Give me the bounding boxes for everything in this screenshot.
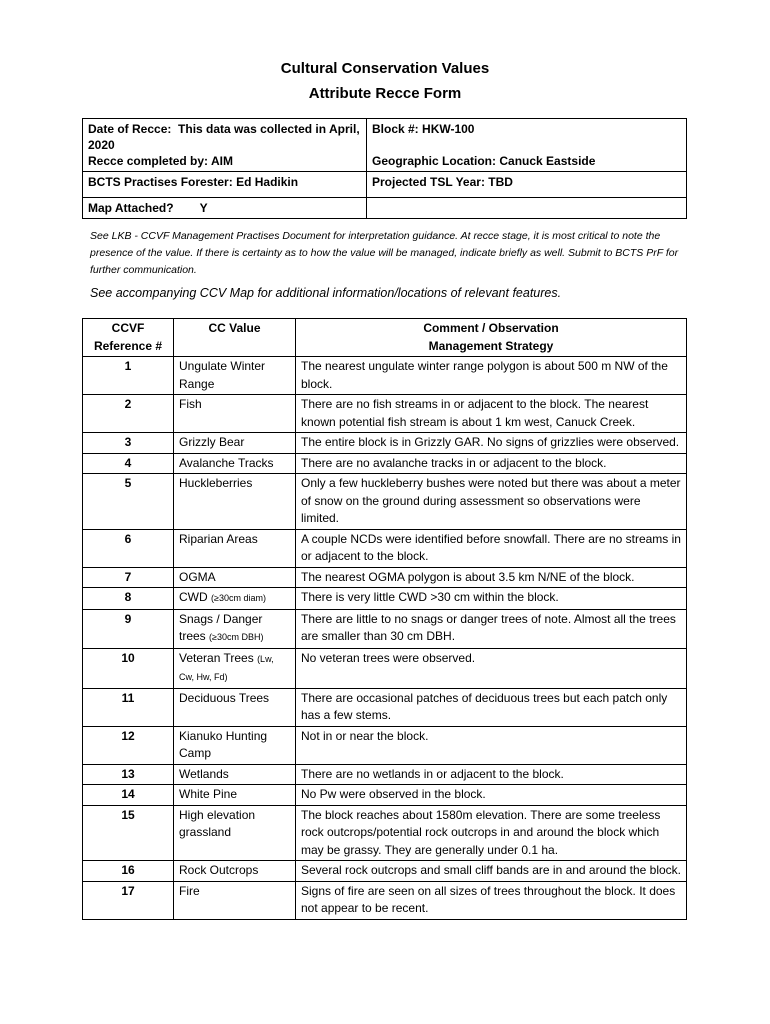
header-comment-line1: Comment / Observation [423, 321, 559, 335]
row-comment: Only a few huckleberry bushes were noted but there was about a meter of snow on the ground during assessment so observations were limited. [296, 474, 687, 530]
row-ref: 8 [83, 588, 174, 610]
row-value-note: (≥30cm diam) [211, 593, 266, 603]
map-value: Y [199, 201, 208, 215]
row-value-cell [174, 395, 296, 433]
tsl-label: Projected TSL Year: [372, 175, 485, 189]
forester-label: BCTS Practises Forester: [88, 175, 233, 189]
row-value-cell [174, 805, 296, 861]
row-value: Huckleberries [179, 476, 253, 490]
table-row [83, 609, 687, 648]
row-value: Kianuko Hunting Camp [179, 728, 268, 760]
row-value: CWD [179, 590, 208, 604]
row-ref: 5 [83, 474, 174, 530]
row-comment: There is very little CWD >30 cm within the block. [296, 588, 687, 610]
ccv-table [82, 318, 687, 920]
date-of-recce-cell [83, 119, 367, 172]
block-cell [367, 119, 687, 172]
row-value-note: (≥30cm DBH) [209, 632, 264, 642]
row-ref: 17 [83, 881, 174, 919]
row-value-cell [174, 588, 296, 610]
form-subtitle: Attribute Recce Form [308, 85, 462, 102]
map-attached-cell [83, 198, 367, 219]
map-note: See accompanying CCV Map for additional information/locations of relevant features. [90, 286, 562, 300]
row-comment: No Pw were observed in the block. [296, 785, 687, 806]
row-value: White Pine [179, 787, 238, 801]
row-comment: Signs of fire are seen on all sizes of trees throughout the block. It does not appear to be recent. [296, 881, 687, 919]
location-label: Geographic Location: [372, 154, 497, 168]
row-ref: 7 [83, 567, 174, 588]
table-row [83, 453, 687, 474]
empty-cell [367, 198, 687, 219]
recce-label: Recce completed by: [88, 154, 209, 168]
location-value: Canuck Eastside [499, 154, 596, 168]
row-value: Fish [179, 397, 202, 411]
date-value: This data was collected in April, 2020 [88, 122, 360, 152]
row-value: Fire [179, 883, 200, 898]
row-comment: Several rock outcrops and small cliff bands are in and around the block. [296, 861, 687, 882]
table-row [83, 785, 687, 806]
row-value-cell [174, 567, 296, 588]
form-title: Cultural Conservation Values [280, 60, 490, 77]
row-value: Riparian Areas [179, 531, 258, 546]
tsl-cell [367, 172, 687, 198]
row-value: Snags / Danger trees [179, 611, 263, 643]
row-value: Deciduous Trees [179, 690, 270, 705]
row-ref: 6 [83, 529, 174, 567]
row-ref: 9 [83, 609, 174, 648]
row-value: Wetlands [179, 766, 229, 781]
block-label: Block #: [372, 122, 419, 136]
row-ref: 2 [83, 395, 174, 433]
row-value-cell [174, 785, 296, 806]
row-comment: The block reaches about 1580m elevation. There are some treeless rock outcrops/potential rock outcrops in and around the block which may be grassy. They are generally under 0.1 ha. [296, 805, 687, 861]
table-header-row [83, 319, 687, 357]
row-comment: There are occasional patches of deciduous trees but each patch only has a few stems. [296, 688, 687, 726]
info-table [82, 118, 687, 219]
row-comment: There are no fish streams in or adjacent to the block. The nearest known potential fish stream is about 1 km west, Canuck Creek. [296, 395, 687, 433]
row-comment: There are no avalanche tracks in or adjacent to the block. [296, 453, 687, 474]
row-comment: The entire block is in Grizzly GAR. No signs of grizzlies were observed. [296, 433, 687, 454]
row-value-cell [174, 861, 296, 882]
row-ref: 14 [83, 785, 174, 806]
table-row [83, 805, 687, 861]
row-value: OGMA [179, 569, 216, 584]
row-ref: 4 [83, 453, 174, 474]
table-row [83, 881, 687, 919]
row-value: Rock Outcrops [179, 863, 259, 877]
table-row [83, 726, 687, 764]
row-comment: A couple NCDs were identified before snowfall. There are no streams in or adjacent to the block. [296, 529, 687, 567]
row-value-cell [174, 764, 296, 785]
row-comment: No veteran trees were observed. [296, 648, 687, 688]
row-value-cell [174, 726, 296, 764]
row-value-cell [174, 357, 296, 395]
table-row [83, 861, 687, 882]
table-row [83, 529, 687, 567]
row-comment: The nearest OGMA polygon is about 3.5 km N/NE of the block. [296, 567, 687, 588]
row-comment: There are little to no snags or danger trees of note. Almost all the trees are smaller than 30 cm DBH. [296, 609, 687, 648]
table-row [83, 688, 687, 726]
row-ref: 1 [83, 357, 174, 395]
row-value-cell [174, 648, 296, 688]
row-ref: 3 [83, 433, 174, 454]
table-row [83, 357, 687, 395]
block-value: HKW-100 [422, 122, 475, 136]
header-comment-line2: Management Strategy [428, 338, 554, 353]
forester-value: Ed Hadikin [236, 175, 299, 189]
row-value: High elevation grassland [179, 807, 256, 839]
table-row [83, 433, 687, 454]
forester-cell [83, 172, 367, 198]
tsl-value: TBD [488, 175, 513, 189]
row-value-cell [174, 688, 296, 726]
row-value-cell [174, 453, 296, 474]
row-ref: 13 [83, 764, 174, 785]
row-ref: 15 [83, 805, 174, 861]
row-value-cell [174, 609, 296, 648]
row-value: Ungulate Winter Range [179, 359, 266, 391]
row-comment: The nearest ungulate winter range polygon is about 500 m NW of the block. [296, 357, 687, 395]
row-value: Avalanche Tracks [179, 455, 274, 470]
table-row [83, 395, 687, 433]
date-label: Date of Recce: [88, 122, 172, 136]
header-comment [296, 319, 687, 357]
row-value: Veteran Trees [179, 650, 254, 665]
row-value: Grizzly Bear [179, 435, 245, 449]
table-row [83, 764, 687, 785]
row-ref: 11 [83, 688, 174, 726]
row-comment: There are no wetlands in or adjacent to the block. [296, 764, 687, 785]
header-ref: CCVF Reference # [83, 319, 174, 357]
row-ref: 10 [83, 648, 174, 688]
row-value-cell [174, 529, 296, 567]
table-row [83, 474, 687, 530]
row-ref: 16 [83, 861, 174, 882]
row-comment: Not in or near the block. [296, 726, 687, 764]
row-value-cell [174, 433, 296, 454]
table-row [83, 588, 687, 610]
map-label: Map Attached? [88, 201, 174, 215]
row-value-cell [174, 881, 296, 919]
recce-value: AIM [210, 154, 233, 168]
row-value-cell [174, 474, 296, 530]
row-ref: 12 [83, 726, 174, 764]
row-value-note: (Lw, Cw, Hw, Fd) [179, 653, 274, 682]
table-row [83, 567, 687, 588]
guidance-note: See LKB - CCVF Management Practises Document for interpretation guidance. At recce stage, it is most critical to note the presence of the value. If there is certainty as to how the value will be managed, indicate briefly as well. Submit to BCTS PrF for further communication. [90, 230, 679, 276]
table-row [83, 648, 687, 688]
header-value: CC Value [174, 319, 296, 357]
